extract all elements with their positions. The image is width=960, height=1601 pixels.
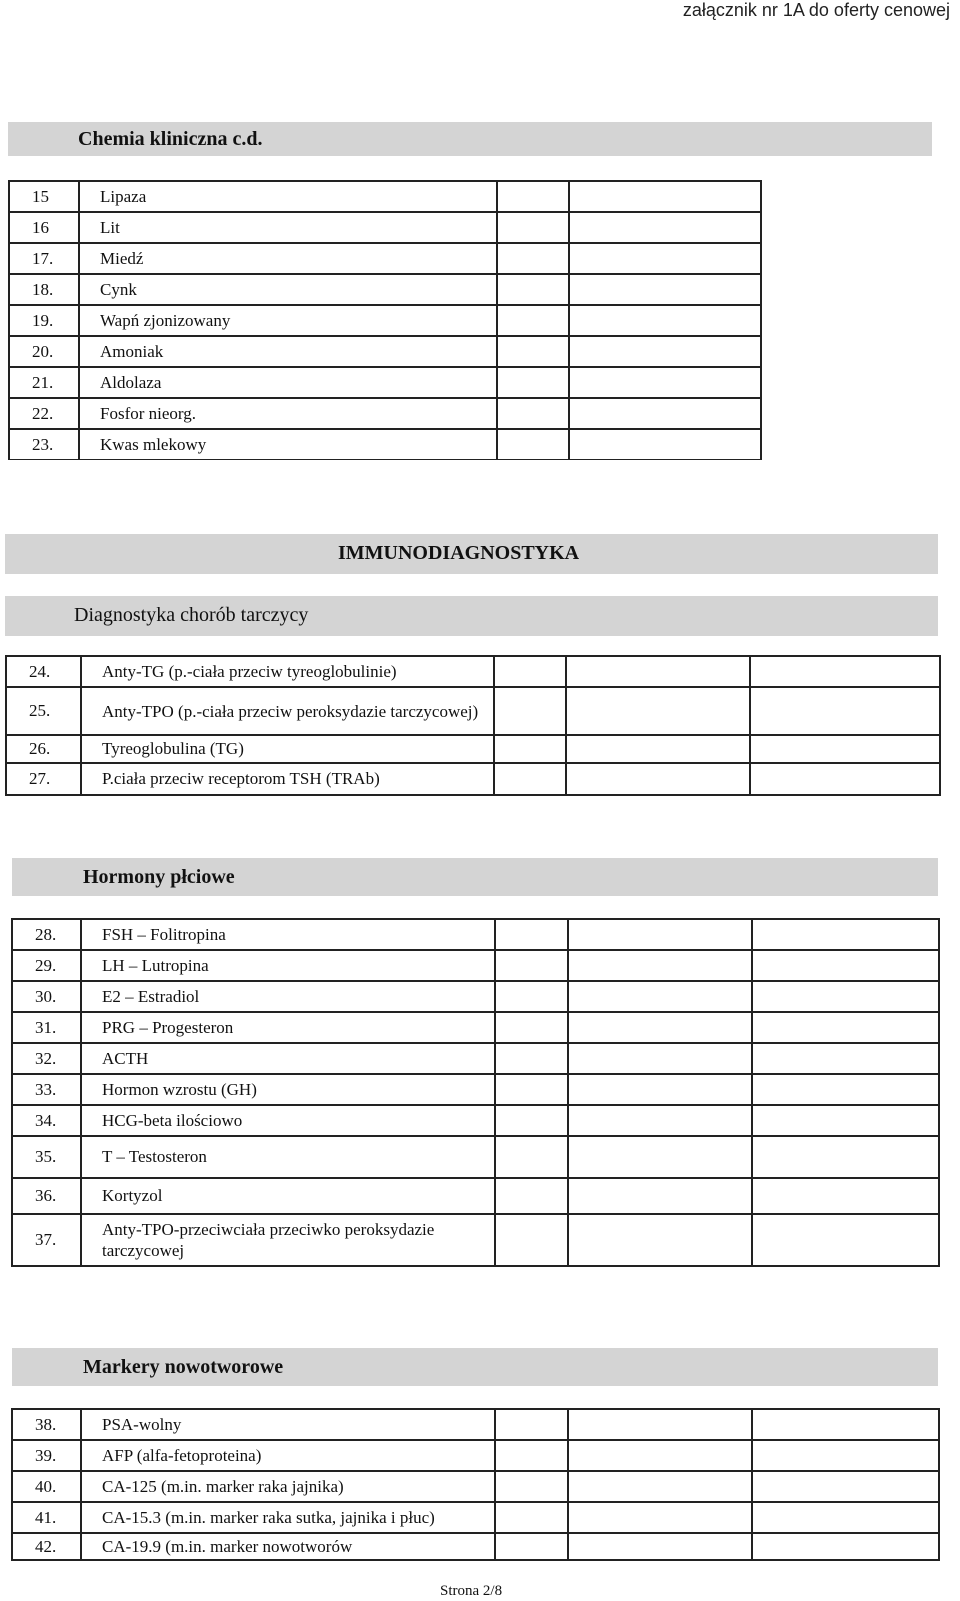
table-row: [12, 1214, 939, 1266]
empty-cell: [495, 981, 568, 1012]
empty-cell: [494, 687, 566, 735]
row-number: 36.: [12, 1178, 81, 1214]
table-row: [9, 367, 761, 398]
row-number: 41.: [12, 1502, 81, 1533]
section-title-markers: Markery nowotworowe: [83, 1356, 284, 1378]
test-name: Miedź: [79, 243, 497, 274]
row-number: 24.: [6, 656, 81, 687]
test-name: Amoniak: [79, 336, 497, 367]
table-row: [12, 1012, 939, 1043]
table-row: [12, 919, 939, 950]
markers-table: [11, 1408, 940, 1561]
empty-cell: [497, 336, 569, 367]
table-row: [9, 336, 761, 367]
table-row: [9, 181, 761, 212]
test-name: Wapń zjonizowany: [79, 305, 497, 336]
table-row: [12, 1043, 939, 1074]
empty-cell: [568, 1214, 752, 1266]
test-name: CA-15.3 (m.in. marker raka sutka, jajnika i płuc): [81, 1502, 495, 1533]
empty-cell: [566, 687, 750, 735]
empty-cell: [752, 1178, 939, 1214]
empty-cell: [497, 305, 569, 336]
table-row: [9, 429, 761, 460]
empty-cell: [495, 1178, 568, 1214]
row-number: 34.: [12, 1105, 81, 1136]
table-row: [6, 656, 940, 687]
table-row: [9, 243, 761, 274]
empty-cell: [568, 1074, 752, 1105]
empty-cell: [569, 274, 761, 305]
row-number: 22.: [9, 398, 79, 429]
empty-cell: [569, 181, 761, 212]
row-number: 42.: [12, 1533, 81, 1560]
table-row: [12, 1533, 939, 1560]
empty-cell: [495, 1214, 568, 1266]
row-number: 17.: [9, 243, 79, 274]
empty-cell: [569, 429, 761, 460]
test-name: FSH – Folitropina: [81, 919, 495, 950]
row-number: 32.: [12, 1043, 81, 1074]
empty-cell: [752, 1105, 939, 1136]
empty-cell: [752, 1214, 939, 1266]
empty-cell: [568, 1136, 752, 1178]
annex-note: załącznik nr 1A do oferty cenowej: [682, 0, 950, 20]
row-number: 40.: [12, 1471, 81, 1502]
empty-cell: [497, 243, 569, 274]
test-name: LH – Lutropina: [81, 950, 495, 981]
table-row: [6, 735, 940, 763]
empty-cell: [568, 950, 752, 981]
empty-cell: [752, 919, 939, 950]
test-name: Tyreoglobulina (TG): [81, 735, 494, 763]
chemistry-table: [8, 180, 762, 460]
empty-cell: [568, 1105, 752, 1136]
table-row: [6, 763, 940, 795]
empty-cell: [566, 656, 750, 687]
row-number: 35.: [12, 1136, 81, 1178]
empty-cell: [569, 243, 761, 274]
empty-cell: [750, 735, 940, 763]
row-number: 29.: [12, 950, 81, 981]
empty-cell: [497, 212, 569, 243]
empty-cell: [568, 919, 752, 950]
test-name: Anty-TPO (p.-ciała przeciw peroksydazie tarczycowej): [81, 687, 494, 735]
row-number: 26.: [6, 735, 81, 763]
section-title-hormones: Hormony płciowe: [83, 866, 235, 888]
test-name: Cynk: [79, 274, 497, 305]
empty-cell: [569, 305, 761, 336]
subsection-title-thyroid: Diagnostyka chorób tarczycy: [74, 604, 309, 626]
empty-cell: [569, 212, 761, 243]
row-number: 30.: [12, 981, 81, 1012]
table-row: [12, 1074, 939, 1105]
test-name: Anty-TPO-przeciwciała przeciwko peroksydazie tarczycowej: [81, 1214, 495, 1266]
test-name: AFP (alfa-fetoproteina): [81, 1440, 495, 1471]
test-name: Hormon wzrostu (GH): [81, 1074, 495, 1105]
section-title-chemistry: Chemia kliniczna c.d.: [78, 128, 263, 150]
empty-cell: [752, 1409, 939, 1440]
row-number: 38.: [12, 1409, 81, 1440]
row-number: 37.: [12, 1214, 81, 1266]
test-name: ACTH: [81, 1043, 495, 1074]
empty-cell: [750, 687, 940, 735]
empty-cell: [752, 1502, 939, 1533]
empty-cell: [495, 1471, 568, 1502]
row-number: 28.: [12, 919, 81, 950]
empty-cell: [568, 1533, 752, 1560]
empty-cell: [752, 1012, 939, 1043]
empty-cell: [750, 763, 940, 795]
test-name: Lit: [79, 212, 497, 243]
row-number: 33.: [12, 1074, 81, 1105]
hormones-table: [11, 918, 940, 1267]
test-name: HCG-beta ilościowo: [81, 1105, 495, 1136]
empty-cell: [497, 274, 569, 305]
empty-cell: [495, 1502, 568, 1533]
empty-cell: [568, 1471, 752, 1502]
empty-cell: [569, 367, 761, 398]
table-row: [9, 274, 761, 305]
empty-cell: [568, 1440, 752, 1471]
empty-cell: [494, 656, 566, 687]
table-row: [9, 212, 761, 243]
chemistry-table-wrap: [8, 180, 932, 460]
test-name: CA-19.9 (m.in. marker nowotworów: [81, 1533, 495, 1560]
empty-cell: [495, 1012, 568, 1043]
table-row: [12, 981, 939, 1012]
empty-cell: [497, 398, 569, 429]
table-row: [12, 1502, 939, 1533]
empty-cell: [752, 1440, 939, 1471]
row-number: 25.: [6, 687, 81, 735]
table-row: [12, 1178, 939, 1214]
table-row: [9, 398, 761, 429]
empty-cell: [752, 981, 939, 1012]
table-row: [12, 1136, 939, 1178]
empty-cell: [495, 1074, 568, 1105]
test-name: Kwas mlekowy: [79, 429, 497, 460]
empty-cell: [497, 367, 569, 398]
empty-cell: [752, 1136, 939, 1178]
test-name: Kortyzol: [81, 1178, 495, 1214]
empty-cell: [495, 1409, 568, 1440]
table-row: [12, 1409, 939, 1440]
row-number: 16: [9, 212, 79, 243]
page-number: Strona 2/8: [440, 1583, 503, 1599]
test-name: Aldolaza: [79, 367, 497, 398]
test-name: P.ciała przeciw receptorom TSH (TRAb): [81, 763, 494, 795]
empty-cell: [495, 1533, 568, 1560]
test-name: PSA-wolny: [81, 1409, 495, 1440]
empty-cell: [497, 429, 569, 460]
row-number: 31.: [12, 1012, 81, 1043]
row-number: 15: [9, 181, 79, 212]
test-name: E2 – Estradiol: [81, 981, 495, 1012]
table-row: [9, 305, 761, 336]
row-number: 23.: [9, 429, 79, 460]
empty-cell: [495, 1136, 568, 1178]
empty-cell: [495, 950, 568, 981]
row-number: 21.: [9, 367, 79, 398]
table-row: [12, 1105, 939, 1136]
row-number: 19.: [9, 305, 79, 336]
table-row: [6, 687, 940, 735]
empty-cell: [750, 656, 940, 687]
row-number: 18.: [9, 274, 79, 305]
empty-cell: [569, 398, 761, 429]
table-row: [12, 1440, 939, 1471]
row-number: 20.: [9, 336, 79, 367]
empty-cell: [568, 1409, 752, 1440]
test-name: Lipaza: [79, 181, 497, 212]
empty-cell: [752, 1043, 939, 1074]
row-number: 27.: [6, 763, 81, 795]
table-row: [12, 950, 939, 981]
test-name: T – Testosteron: [81, 1136, 495, 1178]
empty-cell: [566, 763, 750, 795]
empty-cell: [568, 1502, 752, 1533]
empty-cell: [566, 735, 750, 763]
empty-cell: [495, 1043, 568, 1074]
empty-cell: [495, 919, 568, 950]
thyroid-table: [5, 655, 941, 796]
empty-cell: [752, 950, 939, 981]
empty-cell: [497, 181, 569, 212]
empty-cell: [568, 1178, 752, 1214]
empty-cell: [568, 1043, 752, 1074]
empty-cell: [568, 1012, 752, 1043]
empty-cell: [752, 1533, 939, 1560]
empty-cell: [495, 1440, 568, 1471]
empty-cell: [752, 1074, 939, 1105]
empty-cell: [569, 336, 761, 367]
section-title-immuno: IMMUNODIAGNOSTYKA: [338, 542, 580, 564]
test-name: CA-125 (m.in. marker raka jajnika): [81, 1471, 495, 1502]
table-row: [12, 1471, 939, 1502]
empty-cell: [752, 1471, 939, 1502]
test-name: Anty-TG (p.-ciała przeciw tyreoglobulinie): [81, 656, 494, 687]
empty-cell: [494, 735, 566, 763]
test-name: Fosfor nieorg.: [79, 398, 497, 429]
empty-cell: [495, 1105, 568, 1136]
empty-cell: [494, 763, 566, 795]
test-name: PRG – Progesteron: [81, 1012, 495, 1043]
empty-cell: [568, 981, 752, 1012]
row-number: 39.: [12, 1440, 81, 1471]
